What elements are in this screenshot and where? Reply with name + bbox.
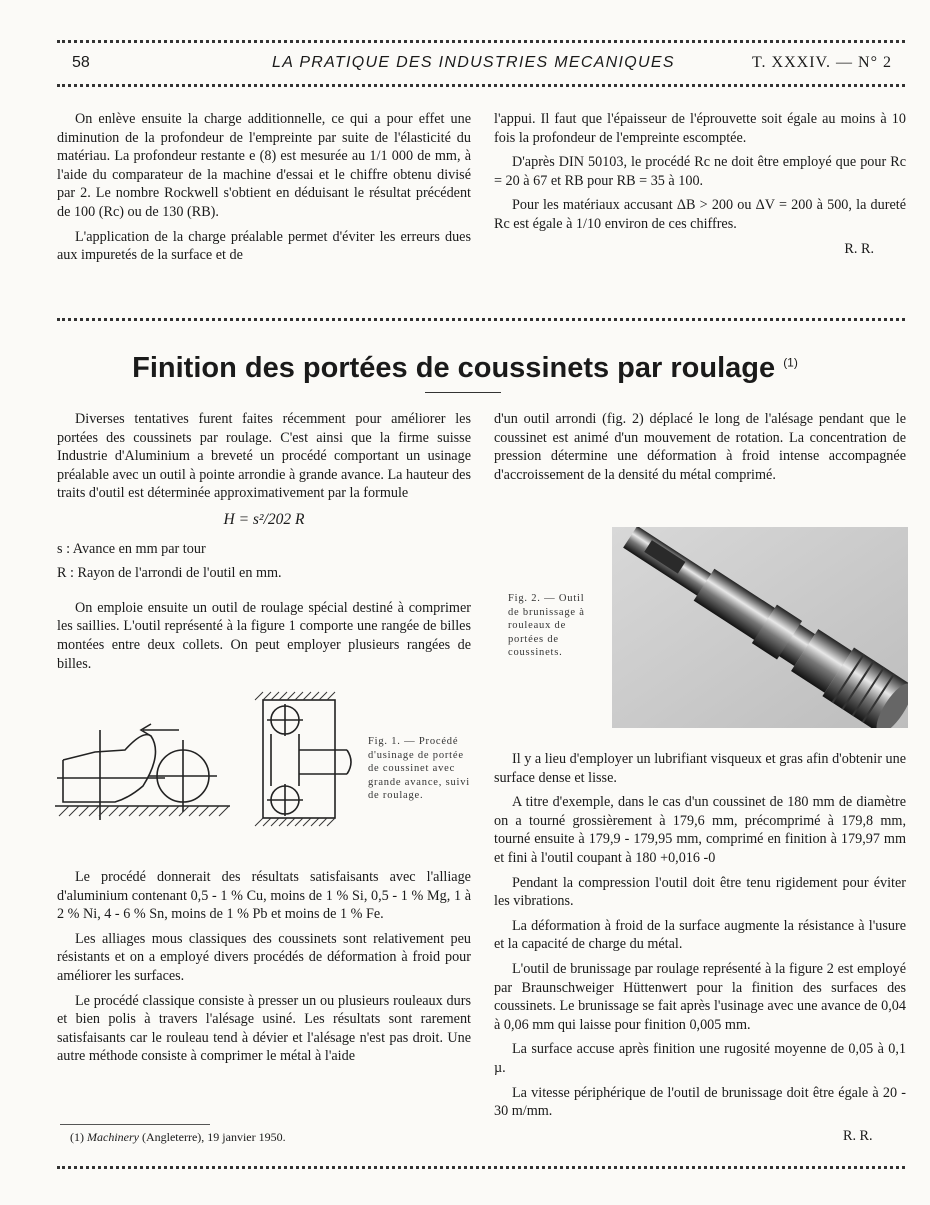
paragraph: Le procédé donnerait des résultats satisfaisants avec l'alliage d'aluminium contenant 0,5 - 1 % Cu, moins de 1 % Si, 0,5 - 1 % Mg, 1 à 2 % Ni, 4 - 6 % Sn, moins de 1 % Pb et moins de 1 % Fe. [57, 869, 471, 923]
article-right-column-continued [494, 750, 906, 1127]
previous-article-left-column [57, 110, 471, 271]
page-number: 58 [72, 54, 90, 71]
paragraph: D'après DIN 50103, le procédé Rc ne doit être employé que pour Rc = 20 à 67 et RB pour RB = 35 à 100. [494, 154, 906, 189]
paragraph: La déformation à froid de la surface augmente la résistance à l'usure et la capacité de charge du métal. [494, 917, 906, 953]
header-bottom-rule [57, 84, 905, 87]
figure-2-caption: Fig. 2. — Outil de brunissage à rouleaux de portées de coussinets. [508, 593, 585, 658]
paragraph: Les alliages mous classiques des coussinets sont relativement peu résistants et on a employé divers procédés de déformation à froid pour améliorer les surfaces. [57, 930, 471, 984]
footer-rule [57, 1166, 905, 1169]
paragraph: Pour les matériaux accusant ΔB > 200 ou ΔV = 200 à 500, la dureté Rc est égale à 1/10 environ de ces chiffres. [494, 197, 906, 232]
paragraph: L'application de la charge préalable permet d'éviter les erreurs dues aux impuretés de la surface et de [57, 228, 471, 264]
paragraph: L'outil de brunissage par roulage représenté à la figure 2 est employé par Braunschweiger Hüttenwert pour la finition des surfaces des coussinets. Le brunissage se fait après l'usinage avec une avance de 0,04 à 0,06 mm qui laisse pour finition 0,005 mm. [494, 960, 906, 1033]
paragraph: Le procédé classique consiste à presser un ou plusieurs rouleaux durs et bien polis à travers l'alésage usiné. Les résultats sont rarement satisfaisants car le rouleau tend à dévier et l'alésage n'est pas droit. Une autre méthode consiste à comprimer le métal à l'aide [57, 992, 471, 1065]
title-footnote-mark: (1) [783, 355, 798, 370]
article-right-column [494, 410, 906, 490]
header-top-rule [57, 40, 905, 43]
footnote-magazine: Machinery [87, 1130, 139, 1144]
article-title [0, 352, 930, 385]
paragraph: La surface accuse après finition une rugosité moyenne de 0,05 à 0,1 µ. [494, 1041, 906, 1076]
article-left-column [57, 410, 471, 679]
legend-s: s : Avance en mm par tour [57, 540, 206, 557]
paragraph: A titre d'exemple, dans le cas d'un coussinet de 180 mm de diamètre on a tourné grossièrement à 179,6 mm, précomprimé à 179,8 mm, tourné ensuite à 179,9 - 179,95 mm, comprimé en finition à 179,97 mm et fini à l'outil coupant à 180 +0,016 -0 [494, 794, 906, 866]
paragraph: l'appui. Il faut que l'épaisseur de l'éprouvette soit égale au moins à 10 fois la profondeur de l'empreinte escomptée. [494, 111, 906, 146]
title-underline [425, 392, 501, 393]
signature: R. R. [844, 240, 874, 257]
volume-issue: T. XXXIV. — N° 2 [751, 54, 892, 71]
paragraph: On emploie ensuite un outil de roulage spécial destiné à comprimer les saillies. L'outil représenté à la figure 1 comporte une rangée de billes montées entre deux collets. On peut employer plusieurs rangées de billes. [57, 599, 471, 672]
section-divider [57, 318, 905, 321]
figure-1-caption: Fig. 1. — Procédé d'usinage de portée de coussinet avec grande avance, suivi de roulage. [368, 736, 471, 801]
footnote-rule [60, 1124, 210, 1125]
paragraph: d'un outil arrondi (fig. 2) déplacé le long de l'alésage pendant que le coussinet est animé d'un mouvement de rotation. La concentration de pression détermine une déformation à froid intense accompagnée d'accroissement de la densité du métal comprimé. [494, 411, 906, 483]
legend-r: R : Rayon de l'arrondi de l'outil en mm. [57, 565, 282, 582]
paragraph: On enlève ensuite la charge additionnelle, ce qui a pour effet une diminution de la profondeur de l'empreinte par suite de l'élasticité du matériau. La profondeur restante e (8) est mesurée au 1/1 000 de mm, à l'aide du comparateur de la machine d'essai et le chiffre obtenu divisé par 2. Le nombre Rockwell s'obtient en déduisant le résultat précédent de 100 (Rc) ou de 130 (RB). [57, 111, 471, 220]
paragraph: La vitesse périphérique de l'outil de brunissage doit être égale à 20 - 30 m/mm. [494, 1084, 906, 1120]
figure-1-drawing [55, 690, 360, 830]
paragraph: Diverses tentatives furent faites récemment pour améliorer les portées des coussinets par roulage. C'est ainsi que la firme suisse Industrie d'Aluminium a breveté un procédé comportant un usinage préalable avec un outil à pointe arrondie à grande avance. La hauteur des traits d'outil est déterminée approximativement par la formule [57, 411, 471, 502]
footnote [70, 1130, 286, 1145]
previous-article-right-column [494, 110, 906, 258]
article-title-text: Finition des portées de coussinets par roulage [132, 352, 776, 384]
footnote-details: (Angleterre), 19 janvier 1950. [141, 1130, 286, 1144]
running-header [72, 54, 900, 76]
article-left-column-continued [57, 868, 471, 1072]
article-signature: R. R. [843, 1128, 873, 1144]
journal-title: LA PRATIQUE DES INDUSTRIES MECANIQUES [272, 54, 675, 71]
formula: H = s²/202 R [223, 510, 305, 528]
figure-2-photo [612, 527, 908, 728]
paragraph: Pendant la compression l'outil doit être tenu rigidement pour éviter les vibrations. [494, 874, 906, 910]
paragraph: Il y a lieu d'employer un lubrifiant visqueux et gras afin d'obtenir une surface dense et lisse. [494, 751, 906, 786]
footnote-number: (1) [70, 1130, 84, 1144]
